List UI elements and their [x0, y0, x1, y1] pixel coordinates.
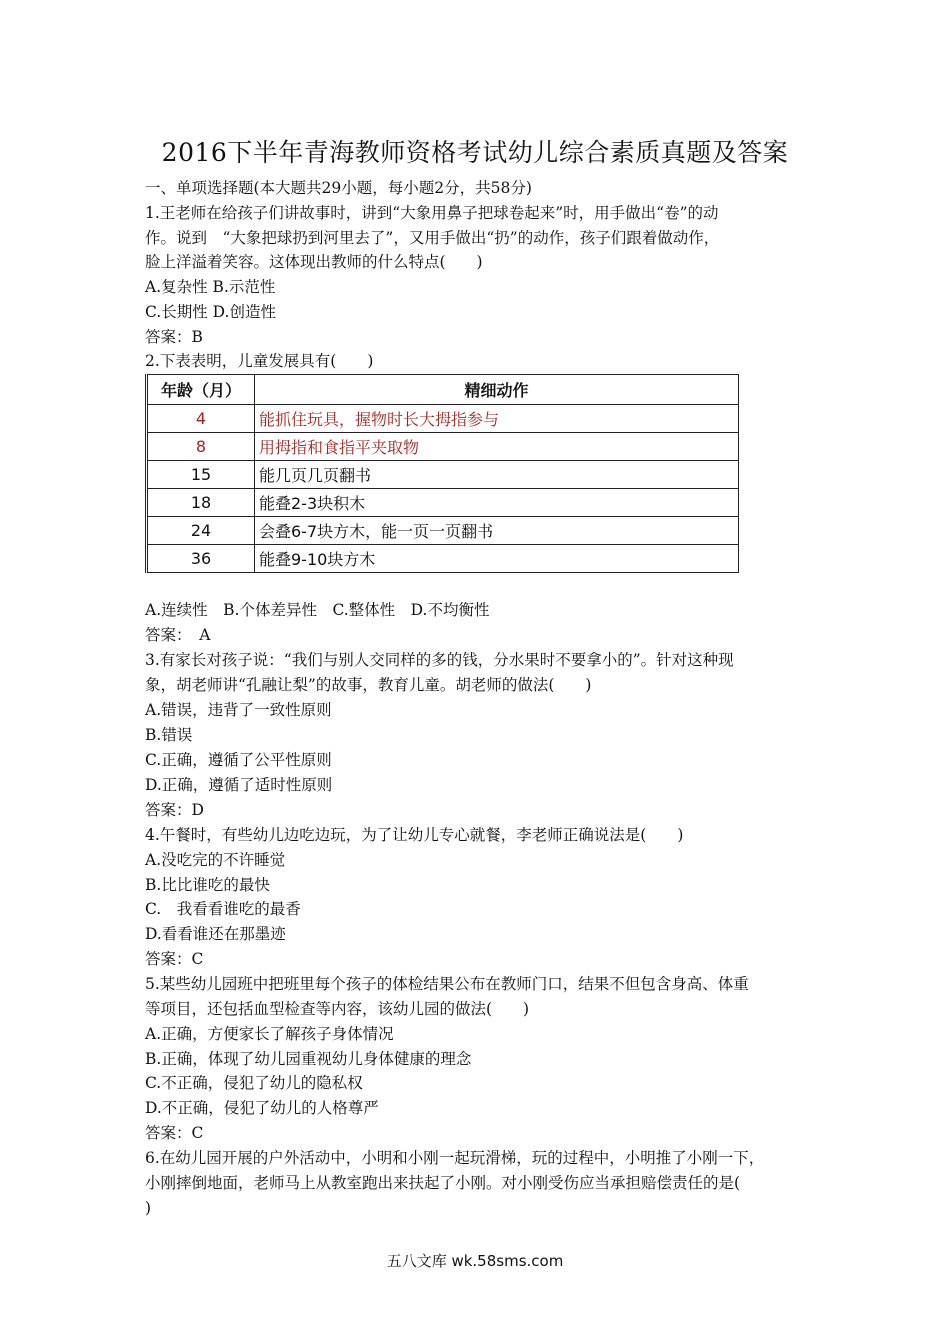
- table-cell-desc: 能叠9-10块方木: [255, 545, 739, 573]
- page-title: 2016下半年青海教师资格考试幼儿综合素质真题及答案: [161, 138, 789, 167]
- table-cell-age: 8: [147, 433, 255, 461]
- table-cell-desc: 用拇指和食指平夹取物: [255, 433, 739, 461]
- question-1-line-2: 作。说到 “大象把球扔到河里去了”，又用手做出“扔”的动作，孩子们跟着做动作，: [145, 229, 720, 247]
- question-5-line-1: 5.某些幼儿园班中把班里每个孩子的体检结果公布在教师门口，结果不但包含身高、体重: [145, 975, 749, 993]
- question-5-option-d: D.不正确，侵犯了幼儿的人格尊严: [145, 1099, 379, 1117]
- question-2-options: A.连续性 B.个体差异性 C.整体性 D.不均衡性: [145, 601, 490, 619]
- table-row: [147, 405, 739, 433]
- table-row: [147, 489, 739, 517]
- table-row: [147, 461, 739, 489]
- table-cell-desc: 能抓住玩具，握物时长大拇指参与: [255, 405, 739, 433]
- question-1-line-1: 1.王老师在给孩子们讲故事时，讲到“大象用鼻子把球卷起来”时，用手做出“卷”的动: [145, 204, 719, 222]
- question-4-option-d: D.看看谁还在那墨迹: [145, 925, 286, 943]
- question-3-answer: 答案：D: [145, 801, 204, 819]
- question-1-answer: 答案：B: [145, 328, 203, 346]
- question-3-option-b: B.错误: [145, 726, 193, 744]
- question-6-line-1: 6.在幼儿园开展的户外活动中，小明和小刚一起玩滑梯，玩的过程中，小明推了小刚一下，: [145, 1149, 765, 1167]
- table-cell-age: 24: [147, 517, 255, 545]
- question-1-option-cd: C.长期性 D.创造性: [145, 303, 276, 321]
- question-6-line-2: 小刚摔倒地面，老师马上从教室跑出来扶起了小刚。对小刚受伤应当承担赔偿责任的是(: [145, 1174, 741, 1192]
- question-4-answer: 答案：C: [145, 950, 204, 968]
- question-3-option-d: D.正确，遵循了适时性原则: [145, 776, 333, 794]
- table-row: [147, 433, 739, 461]
- question-3-option-a: A.错误，违背了一致性原则: [145, 701, 332, 719]
- question-5-option-c: C.不正确，侵犯了幼儿的隐私权: [145, 1074, 363, 1092]
- section-heading: 一、单项选择题(本大题共29小题，每小题2分，共58分): [145, 179, 532, 197]
- question-1-line-3: 脸上洋溢着笑容。这体现出教师的什么特点( ): [145, 253, 483, 271]
- table-cell-desc: 会叠6-7块方木，能一页一页翻书: [255, 517, 739, 545]
- table-cell-age: 15: [147, 461, 255, 489]
- question-3-option-c: C.正确，遵循了公平性原则: [145, 751, 332, 769]
- question-4-option-c: C. 我看看谁吃的最香: [145, 900, 301, 918]
- question-5-option-a: A.正确，方便家长了解孩子身体情况: [145, 1025, 394, 1043]
- question-3-line-1: 3.有家长对孩子说：“我们与别人交同样的多的钱，分水果时不要拿小的”。针对这种现: [145, 651, 734, 669]
- table-cell-desc: 能几页几页翻书: [255, 461, 739, 489]
- table-cell-age: 36: [147, 545, 255, 573]
- question-2-stem: 2.下表表明，儿童发展具有( ): [145, 352, 374, 370]
- table-header-age: 年龄（月）: [147, 375, 255, 405]
- question-6-line-3: ): [145, 1199, 152, 1217]
- table-header-row: [147, 375, 739, 405]
- question-5-answer: 答案：C: [145, 1124, 204, 1142]
- table-cell-age: 4: [147, 405, 255, 433]
- table-row: [147, 545, 739, 573]
- table-cell-age: 18: [147, 489, 255, 517]
- footer-watermark: 五八文库 wk.58sms.com: [386, 1252, 564, 1270]
- question-1-option-ab: A.复杂性 B.示范性: [145, 278, 276, 296]
- development-table: [145, 374, 739, 573]
- table-header-fine-motor: 精细动作: [255, 375, 739, 405]
- question-4-stem: 4.午餐时，有些幼儿边吃边玩，为了让幼儿专心就餐，李老师正确说法是( ): [145, 826, 684, 844]
- table-row: [147, 517, 739, 545]
- question-4-option-a: A.没吃完的不许睡觉: [145, 851, 286, 869]
- question-5-line-2: 等项目，还包括血型检查等内容，该幼儿园的做法( ): [145, 1000, 530, 1018]
- question-2-answer: 答案： A: [145, 626, 211, 644]
- question-3-line-2: 象，胡老师讲“孔融让梨”的故事，教育儿童。胡老师的做法( ): [145, 676, 592, 694]
- question-5-option-b: B.正确，体现了幼儿园重视幼儿身体健康的理念: [145, 1050, 472, 1068]
- table-cell-desc: 能叠2-3块积木: [255, 489, 739, 517]
- question-4-option-b: B.比比谁吃的最快: [145, 876, 270, 894]
